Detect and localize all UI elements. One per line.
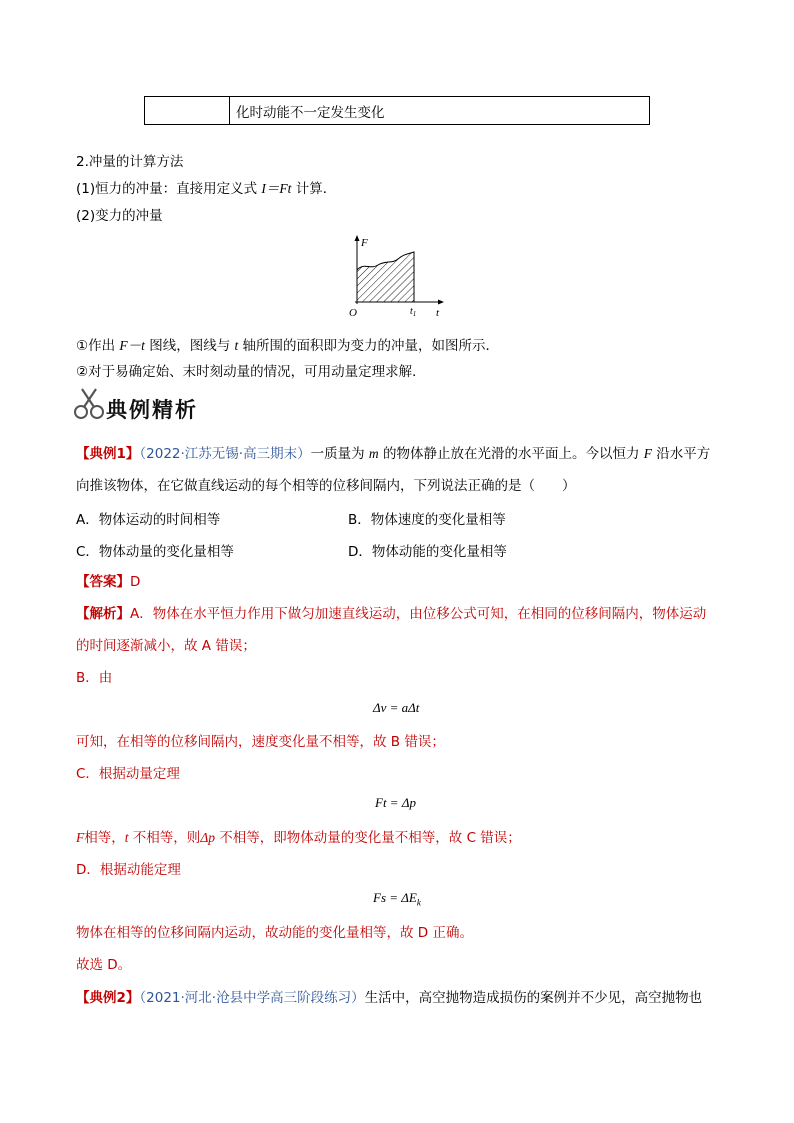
x-axis-arrow	[438, 300, 444, 305]
section-title: 2.冲量的计算方法	[76, 154, 184, 170]
option-a: A．物体运动的时间相等	[76, 512, 221, 528]
variable-force-impulse: (2)变力的冲量	[76, 208, 163, 224]
answer-line	[76, 570, 140, 590]
example2-source: （2021·河北·沧县中学高三阶段练习）	[139, 990, 365, 1006]
analysis-c-text	[76, 826, 521, 846]
item1-formula: I＝Ft	[261, 181, 292, 196]
note-2: ②对于易确定始、末时刻动量的情况，可用动量定理求解．	[76, 364, 426, 380]
example1-tag: 【典例1】	[76, 446, 140, 462]
y-axis-label: F	[361, 237, 368, 249]
example2-tag: 【典例2】	[76, 990, 140, 1006]
c-text1: 相等，	[84, 830, 125, 846]
table-cell-empty	[145, 97, 230, 125]
constant-force-impulse	[76, 177, 336, 197]
formula3-sub: k	[416, 897, 421, 908]
continued-table	[144, 96, 650, 125]
origin-label: O	[349, 307, 357, 319]
y-axis-arrow	[355, 235, 360, 241]
t1-label: $t_1$	[410, 306, 417, 318]
note1-t: t	[234, 338, 239, 353]
answer-label: 【答案】	[76, 574, 130, 590]
analysis-b-intro: B．由	[76, 670, 113, 686]
analysis-d-text: 物体在相等的位移间隔内运动，故动能的变化量相等，故 D 正确。	[76, 925, 473, 941]
x-axis-label: t	[436, 307, 440, 319]
note-1	[76, 334, 499, 354]
analysis-label: 【解析】	[76, 606, 130, 622]
analysis-a-line1	[76, 602, 706, 622]
formula-kinetic-energy	[373, 890, 421, 908]
impulse-area	[357, 252, 414, 302]
c-force-symbol: F	[76, 830, 85, 845]
scissors-icon	[72, 386, 106, 422]
c-dp-symbol: Δp	[200, 830, 215, 845]
item1-suffix: 计算．	[291, 181, 337, 197]
analysis-a-line2: 的时间逐渐减小，故 A 错误；	[76, 638, 256, 654]
section-heading: 典例精析	[106, 398, 198, 422]
conclusion: 故选 D。	[76, 957, 132, 973]
option-d: D．物体动能的变化量相等	[348, 544, 507, 560]
example2-stem	[76, 986, 702, 1006]
note1-prefix: ①作出	[76, 338, 120, 354]
note1-suffix: 轴所围的面积即为变力的冲量，如图所示．	[238, 338, 500, 354]
formula3-main: Fs = ΔE	[373, 890, 417, 905]
option-b: B．物体速度的变化量相等	[348, 512, 506, 528]
analysis-d-intro: D．根据动能定理	[76, 862, 181, 878]
example1-source: （2022·江苏无锡·高三期末）	[139, 446, 311, 462]
example1-stem-a: 一质量为	[310, 446, 369, 462]
c-time-symbol: t	[124, 830, 129, 845]
table-row	[145, 97, 650, 125]
force-time-graph	[340, 232, 450, 320]
c-text2: 不相等，则	[128, 830, 201, 846]
example2-stem-text: 生活中，高空抛物造成损伤的案例并不少见，高空抛物也	[364, 990, 703, 1006]
mass-symbol: m	[368, 446, 379, 461]
example1-stem	[76, 442, 710, 462]
example1-stem-b: 的物体静止放在光滑的水平面上。今以恒力	[378, 446, 644, 462]
option-c: C．物体动量的变化量相等	[76, 544, 234, 560]
note1-ft: F－t	[119, 338, 145, 353]
analysis-a1: A．物体在水平恒力作用下做匀加速直线运动，由位移公式可知，在相同的位移间隔内，物体运动	[130, 606, 707, 622]
force-symbol: F	[643, 446, 652, 461]
example1-stem-line2: 向推该物体，在它做直线运动的每个相等的位移间隔内，下列说法正确的是（ ）	[76, 478, 576, 494]
table-cell-text: 化时动能不一定发生变化	[230, 97, 650, 125]
item1-prefix: (1)恒力的冲量：直接用定义式	[76, 181, 262, 197]
c-text3: 不相等，即物体动量的变化量不相等，故 C 错误；	[215, 830, 521, 846]
formula-momentum: Ft = Δp	[375, 795, 416, 810]
formula-velocity: Δv = aΔt	[373, 700, 420, 715]
example1-stem-c: 沿水平方	[652, 446, 711, 462]
analysis-b-text: 可知，在相等的位移间隔内，速度变化量不相等，故 B 错误；	[76, 734, 445, 750]
note1-mid: 图线，图线与	[144, 338, 235, 354]
analysis-c-intro: C．根据动量定理	[76, 766, 180, 782]
answer-value: D	[130, 574, 141, 590]
